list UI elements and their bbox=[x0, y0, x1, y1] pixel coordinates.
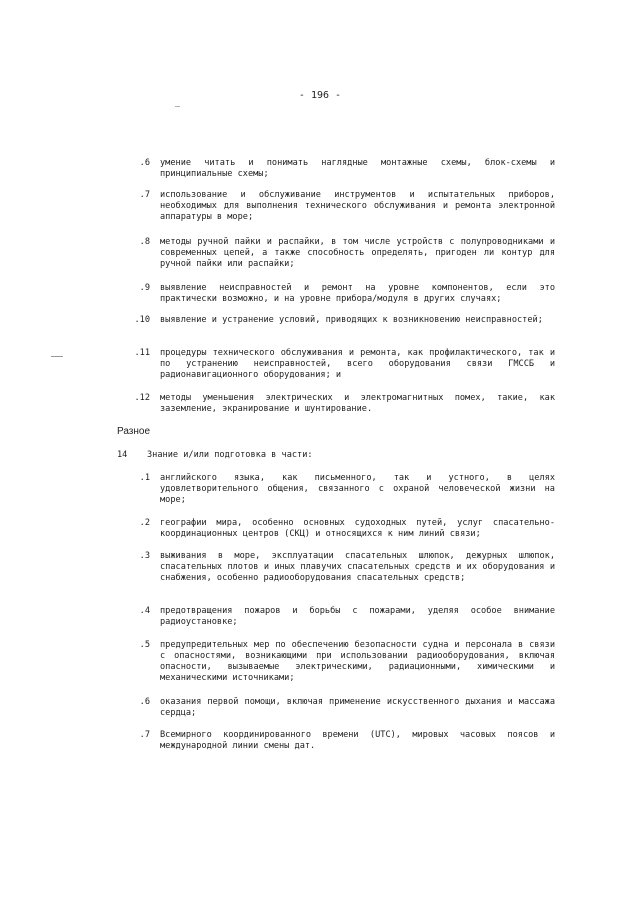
item-number: .10 bbox=[134, 315, 150, 325]
item-text: умение читать и понимать наглядные монтажные схемы, блок-схемы и принципиальные схемы; bbox=[160, 158, 555, 179]
item-text: выживания в море, эксплуатации спасательных шлюпок, дежурных шлюпок, спасательных плотов и иных плавучих спасательных средств и их оборудования и снабжения, особенно радиооборудования спасательных средств; bbox=[160, 551, 555, 583]
item-number: .12 bbox=[134, 393, 150, 403]
item-text: географии мира, особенно основных судоходных путей, услуг спасательно-координационных центров (СКЦ) и относящихся к ним линий связи; bbox=[160, 518, 555, 539]
item-number: .11 bbox=[134, 348, 150, 358]
item-number: .9 bbox=[139, 283, 150, 293]
item-text: выявление и устранение условий, приводящих к возникновению неисправностей; bbox=[160, 315, 543, 325]
item-text: Всемирного координированного времени (UTC), мировых часовых поясов и международной линии смены дат. bbox=[160, 730, 555, 751]
item-text: английского языка, как письменного, так и устного, в целях удовлетворительного общения, связанного с охраной человеческой жизни на море; bbox=[160, 473, 555, 505]
item-number: .7 bbox=[139, 730, 150, 740]
item-text: методы уменьшения электрических и электромагнитных помех, такие, как заземление, экранирование и шунтирование. bbox=[160, 393, 555, 414]
item-number: .3 bbox=[139, 551, 150, 561]
item-text: предотвращения пожаров и борьбы с пожарами, уделяя особое внимание радиоустановке; bbox=[160, 606, 555, 627]
item-number: .5 bbox=[139, 640, 150, 650]
paragraph-text: Знание и/или подготовка в части: bbox=[147, 450, 313, 460]
item-text: оказания первой помощи, включая применение искусственного дыхания и массажа сердца; bbox=[160, 697, 555, 718]
section-heading: Разное bbox=[117, 426, 151, 437]
item-number: .2 bbox=[139, 518, 150, 528]
item-text: использование и обслуживание инструментов и испытательных приборов, необходимых для выполнения технического обслуживания и ремонта электронной аппаратуры в море; bbox=[160, 190, 555, 222]
item-number: .1 bbox=[139, 473, 150, 483]
item-text: методы ручной пайки и распайки, в том числе устройств с полупроводниками и современных цепей, а также способность определять, пригоден ли контур для ручной пайки или распайки; bbox=[160, 237, 555, 269]
item-number: .4 bbox=[139, 606, 150, 616]
item-text: процедуры технического обслуживания и ремонта, как профилактического, так и по устранению неисправностей, всего оборудования связи ГМССБ и радионавигационного оборудования; и bbox=[160, 348, 555, 380]
item-number: .8 bbox=[139, 237, 150, 247]
paragraph-number: 14 bbox=[117, 450, 128, 460]
margin-mark bbox=[51, 356, 63, 357]
item-text: предупредительных мер по обеспечению безопасности судна и персонала в связи с опасностями, возникающими при использовании радиооборудования, включая опасности, вызываемые электрическими, радиационными, химическими и механическими источниками; bbox=[160, 640, 555, 683]
item-number: .6 bbox=[139, 697, 150, 707]
scan-mark bbox=[175, 106, 180, 107]
item-text: выявление неисправностей и ремонт на уровне компонентов, если это практически возможно, и на уровне прибора/модуля в других случаях; bbox=[160, 283, 555, 304]
item-number: .7 bbox=[139, 190, 150, 200]
page-number: - 196 - bbox=[298, 90, 342, 101]
item-number: .6 bbox=[139, 158, 150, 168]
